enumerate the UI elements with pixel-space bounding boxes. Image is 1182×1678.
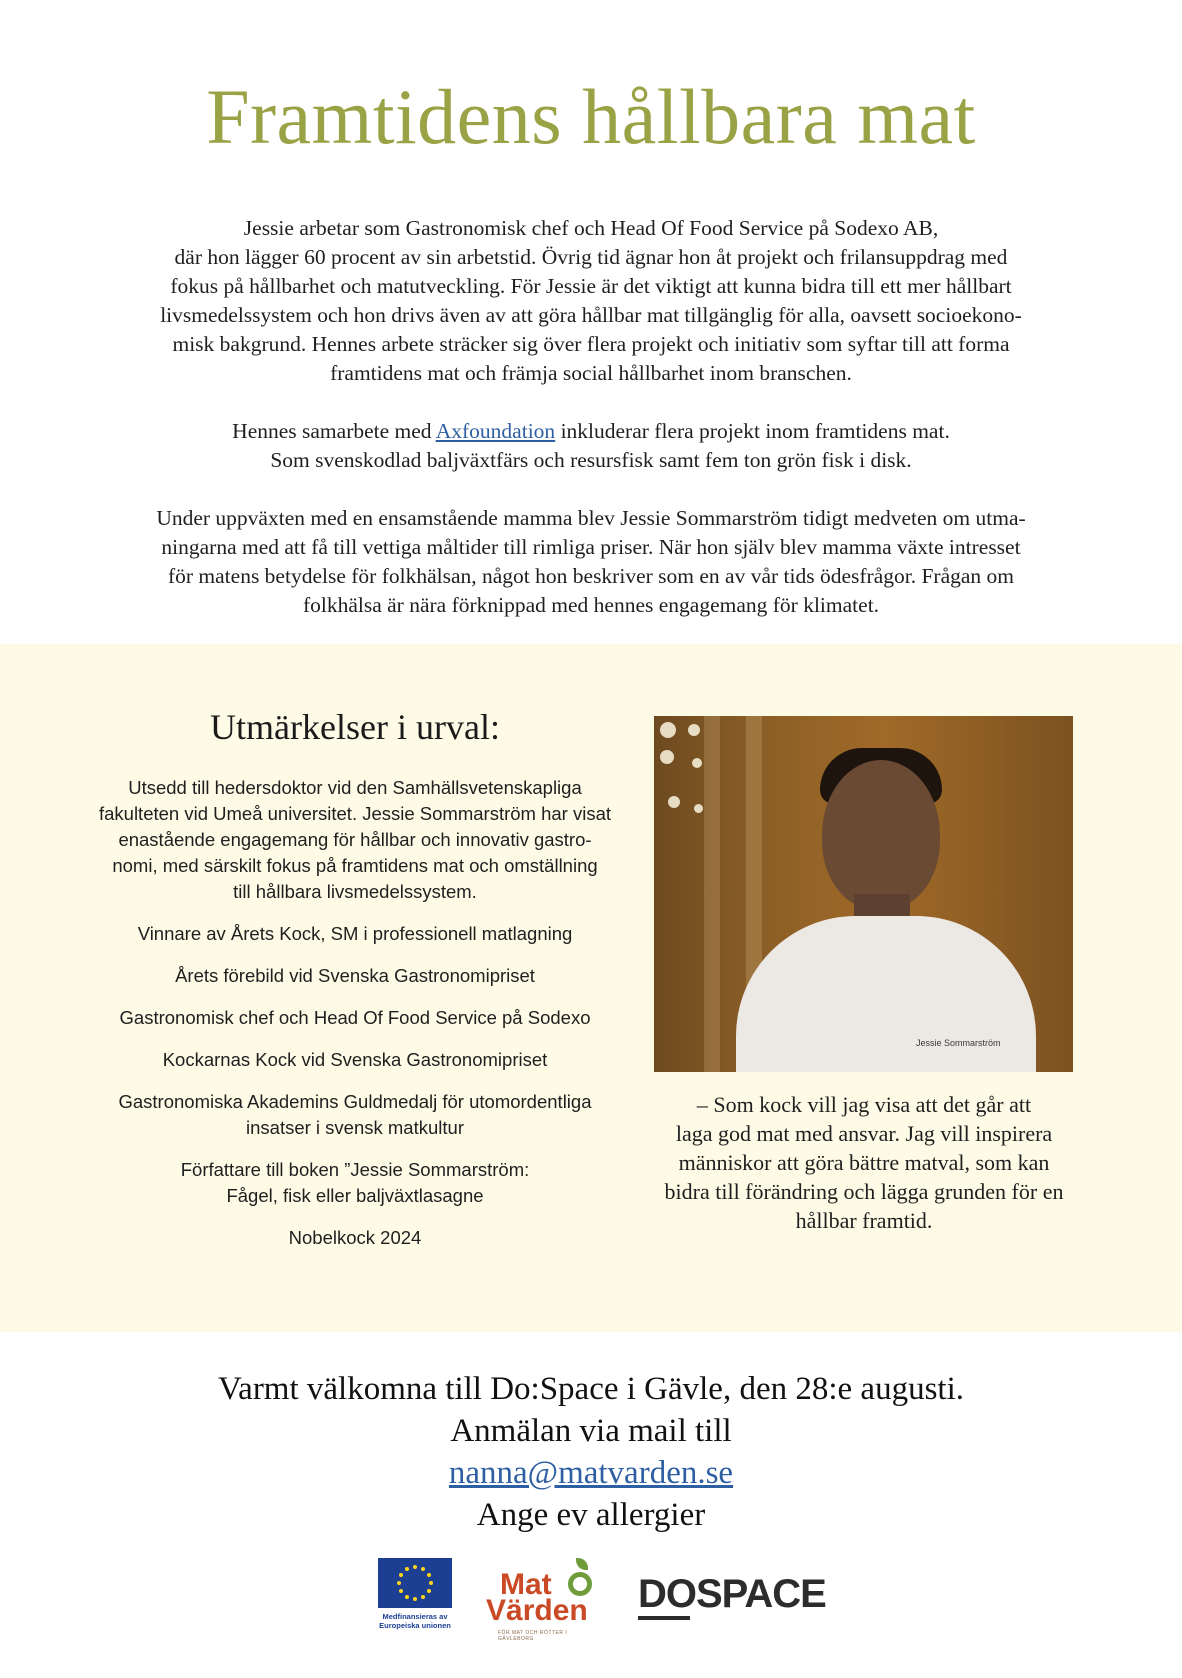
award-item	[90, 1005, 620, 1031]
matvarden-tagline: FÖR MAT OCH RÖTTER I GÄVLEBORG	[498, 1630, 568, 1642]
matvarden-logo-text: Mat	[500, 1568, 552, 1601]
intro-line: misk bakgrund. Hennes arbete sträcker sig över flera projekt och initiativ som syftar till att forma	[172, 332, 1010, 356]
awards-heading: Utmärkelser i urval:	[210, 707, 500, 747]
cta-signup	[0, 1410, 1182, 1494]
intro-line	[90, 417, 1092, 446]
photo-light-spot	[692, 758, 702, 768]
photo-light-stripe	[704, 716, 720, 1072]
eu-star-icon	[427, 1589, 431, 1593]
logo-row	[0, 1552, 1182, 1642]
intro-text: inkluderar flera projekt inom framtidens mat.	[555, 419, 950, 443]
intro-text: Hennes samarbete med	[232, 419, 436, 443]
award-line: insatser i svensk matkultur	[246, 1117, 464, 1138]
award-item	[90, 963, 620, 989]
eu-star-icon	[397, 1581, 401, 1585]
photo-light-spot	[668, 796, 680, 808]
intro-line: fokus på hållbarhet och matutveckling. För Jessie är det viktigt att kunna bidra till ett mer hållbart	[170, 274, 1012, 298]
intro-line: där hon lägger 60 procent av sin arbetstid. Övrig tid ägnar hon åt projekt och frilansuppdrag med	[174, 245, 1008, 269]
quote	[640, 1090, 1088, 1235]
eu-star-icon	[421, 1595, 425, 1599]
award-line: Fågel, fisk eller baljväxtlasagne	[226, 1185, 484, 1206]
dospace-logo-text: DOSPACE	[638, 1572, 826, 1616]
award-item	[90, 1225, 620, 1251]
awards-list	[90, 775, 620, 1267]
photo-face	[822, 760, 940, 910]
leaf-ring-icon	[568, 1572, 592, 1596]
award-line: till hållbara livsmedelssystem.	[233, 881, 477, 902]
intro-line: Under uppväxten med en ensamstående mamma blev Jessie Sommarström tidigt medveten om utma-	[156, 506, 1026, 530]
eu-logo	[374, 1558, 456, 1630]
cta-allergies: Ange ev allergier	[476, 1497, 706, 1533]
award-item	[90, 1047, 620, 1073]
dospace-underline	[638, 1616, 690, 1620]
intro-paragraph-1	[90, 214, 1092, 388]
award-item	[90, 1157, 620, 1209]
eu-star-icon	[429, 1581, 433, 1585]
photo-chef-jacket	[736, 916, 1036, 1072]
dospace-logo	[638, 1572, 826, 1617]
eu-caption-line: Europeiska unionen	[379, 1621, 451, 1630]
award-line: Författare till boken ”Jessie Sommarström:	[180, 1159, 530, 1180]
eu-star-icon	[405, 1567, 409, 1571]
page-title: Framtidens hållbara mat	[206, 73, 976, 160]
award-line: Årets förebild vid Svenska Gastronomipriset	[175, 965, 535, 986]
quote-line: bidra till förändring och lägga grunden för en	[664, 1179, 1064, 1204]
photo-light-spot	[660, 722, 676, 738]
portrait-photo	[654, 716, 1073, 1072]
award-line: Gastronomisk chef och Head Of Food Service på Sodexo	[119, 1007, 591, 1028]
eu-caption-line: Medfinansieras av	[382, 1612, 448, 1621]
photo-light-spot	[694, 804, 703, 813]
intro-paragraph-2	[90, 417, 1092, 475]
call-to-action	[0, 1368, 1182, 1536]
eu-star-icon	[427, 1573, 431, 1577]
photo-light-spot	[660, 750, 674, 764]
intro-line: Som svenskodlad baljväxtfärs och resursfisk samt fem ton grön fisk i disk.	[270, 448, 912, 472]
cta-signup-text: Anmälan via mail till	[450, 1413, 732, 1449]
eu-star-icon	[413, 1565, 417, 1569]
intro-line: livsmedelssystem och hon drivs även av att göra hållbar mat tillgänglig för alla, oavsett socioekono-	[160, 303, 1022, 327]
eu-caption	[374, 1612, 456, 1630]
award-line: Kockarnas Kock vid Svenska Gastronomipriset	[162, 1049, 548, 1070]
award-item	[90, 1089, 620, 1141]
email-link[interactable]: nanna@matvarden.se	[448, 1455, 734, 1491]
intro-line: för matens betydelse för folkhälsan, något hon beskriver som en av vår tids ödesfrågor. Frågan om	[167, 564, 1015, 588]
quote-line: – Som kock vill jag visa att det går att	[696, 1092, 1032, 1117]
eu-star-icon	[405, 1595, 409, 1599]
photo-light-spot	[688, 724, 700, 736]
eu-flag-icon	[378, 1558, 452, 1608]
award-line: enastående engagemang för hållbar och innovativ gastro-	[118, 829, 592, 850]
cta-welcome: Varmt välkomna till Do:Space i Gävle, den 28:e augusti.	[218, 1371, 964, 1407]
quote-line: laga god mat med ansvar. Jag vill inspirera	[675, 1121, 1053, 1146]
award-line: Vinnare av Årets Kock, SM i professionell matlagning	[137, 923, 573, 944]
quote-line: människor att göra bättre matval, som kan	[678, 1150, 1050, 1175]
leaf-icon	[576, 1558, 588, 1570]
award-line: nomi, med särskilt fokus på framtidens mat och omställning	[112, 855, 598, 876]
eu-star-icon	[413, 1597, 417, 1601]
eu-star-icon	[421, 1567, 425, 1571]
award-item	[90, 775, 620, 905]
jacket-name-text: Jessie Sommarström	[916, 1038, 1001, 1048]
intro-line: ningarna med att få till vettiga måltider till rimliga priser. När hon själv blev mamma växte intresset	[161, 535, 1021, 559]
award-line: Gastronomiska Akademins Guldmedalj för utomordentliga	[118, 1091, 592, 1112]
award-line: fakulteten vid Umeå universitet. Jessie Sommarström har visat	[98, 803, 612, 824]
award-line: Utsedd till hedersdoktor vid den Samhällsvetenskapliga	[128, 777, 582, 798]
intro-line: folkhälsa är nära förknippad med hennes engagemang för klimatet.	[302, 593, 880, 617]
intro-line: Jessie arbetar som Gastronomisk chef och Head Of Food Service på Sodexo AB,	[243, 216, 939, 240]
matvarden-logo-text: Värden	[486, 1594, 588, 1627]
matvarden-logo	[486, 1552, 602, 1642]
intro-line: framtidens mat och främja social hållbarhet inom branschen.	[330, 361, 852, 385]
award-item	[90, 921, 620, 947]
axfoundation-link[interactable]: Axfoundation	[435, 419, 556, 443]
eu-star-icon	[399, 1589, 403, 1593]
quote-line: hållbar framtid.	[795, 1208, 933, 1233]
intro-paragraph-3	[90, 504, 1092, 620]
eu-star-icon	[399, 1573, 403, 1577]
award-line: Nobelkock 2024	[288, 1227, 422, 1248]
